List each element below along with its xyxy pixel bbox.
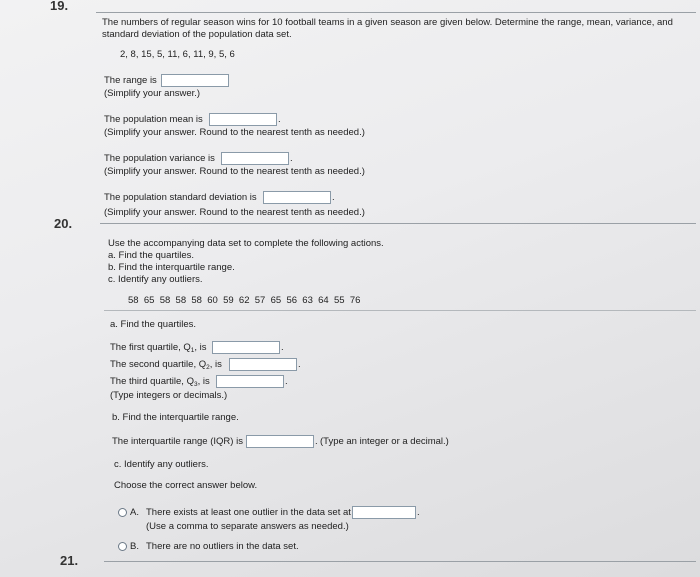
q20-item-c: c. Identify any outliers. xyxy=(108,274,203,285)
iqr-input[interactable] xyxy=(246,435,314,448)
q1-period: . xyxy=(281,342,284,353)
mean-label: The population mean is xyxy=(104,114,203,125)
q2-input[interactable] xyxy=(229,358,297,371)
sd-period: . xyxy=(332,192,335,203)
q19-prompt-line2: standard deviation of the population data set. xyxy=(102,29,292,40)
outlier-period: . xyxy=(417,507,420,518)
mean-period: . xyxy=(278,114,281,125)
q2-label: The second quartile, $Q_2$, is xyxy=(110,359,222,371)
q20-intro: Use the accompanying data set to complete the following actions. xyxy=(108,238,384,249)
option-a-radio[interactable] xyxy=(118,508,127,517)
question-number-19: 19. xyxy=(50,0,69,13)
part-c-heading: c. Identify any outliers. xyxy=(114,459,209,470)
sd-input[interactable] xyxy=(263,191,331,204)
q19-data-set: 2, 8, 15, 5, 11, 6, 11, 9, 5, 6 xyxy=(120,49,235,60)
mean-input[interactable] xyxy=(209,113,277,126)
part-b-heading: b. Find the interquartile range. xyxy=(112,412,239,423)
q3-label: The third quartile, $Q_3$, is xyxy=(110,376,210,388)
question-number-21: 21. xyxy=(60,553,79,568)
part-a-heading: a. Find the quartiles. xyxy=(110,319,197,330)
q20-data-set: 58 65 58 58 58 60 59 62 57 65 56 63 64 55 76 xyxy=(128,295,361,306)
variance-period: . xyxy=(290,153,293,164)
question-divider xyxy=(100,223,696,224)
iqr-hint: (Type an integer or a decimal.) xyxy=(320,436,449,447)
q20-item-b: b. Find the interquartile range. xyxy=(108,262,235,273)
q19-prompt-line1: The numbers of regular season wins for 10 football teams in a given season are given below. Determine the range, mean, variance, and xyxy=(102,17,673,28)
sd-hint: (Simplify your answer. Round to the nearest tenth as needed.) xyxy=(104,207,365,218)
q1-input[interactable] xyxy=(212,341,280,354)
mean-hint: (Simplify your answer. Round to the nearest tenth as needed.) xyxy=(104,127,365,138)
option-b-text: There are no outliers in the data set. xyxy=(146,541,299,552)
iqr-period: . xyxy=(315,436,318,447)
option-b-letter: B. xyxy=(130,541,139,552)
option-b-radio[interactable] xyxy=(118,542,127,551)
quartile-hint: (Type integers or decimals.) xyxy=(110,390,228,401)
iqr-label: The interquartile range (IQR) is xyxy=(112,436,243,447)
variance-input[interactable] xyxy=(221,152,289,165)
q3-period: . xyxy=(285,376,288,387)
question-divider xyxy=(96,12,696,13)
variance-label: The population variance is xyxy=(104,153,215,164)
option-a-letter: A. xyxy=(130,507,139,518)
section-divider xyxy=(104,310,696,311)
q3-input[interactable] xyxy=(216,375,284,388)
question-divider xyxy=(104,561,696,562)
option-a-hint: (Use a comma to separate answers as needed.) xyxy=(146,521,349,532)
q20-item-a: a. Find the quartiles. xyxy=(108,250,195,261)
option-a-text: There exists at least one outlier in the data set at xyxy=(146,507,351,518)
question-number-20: 20. xyxy=(54,216,73,231)
range-hint: (Simplify your answer.) xyxy=(104,88,201,99)
variance-hint: (Simplify your answer. Round to the nearest tenth as needed.) xyxy=(104,166,365,177)
q2-period: . xyxy=(298,359,301,370)
range-input[interactable] xyxy=(161,74,229,87)
outlier-input[interactable] xyxy=(352,506,416,519)
sd-label: The population standard deviation is xyxy=(104,192,257,203)
q1-label: The first quartile, $Q_1$, is xyxy=(110,342,207,354)
range-label: The range is xyxy=(104,75,157,86)
choose-instruction: Choose the correct answer below. xyxy=(114,480,258,491)
